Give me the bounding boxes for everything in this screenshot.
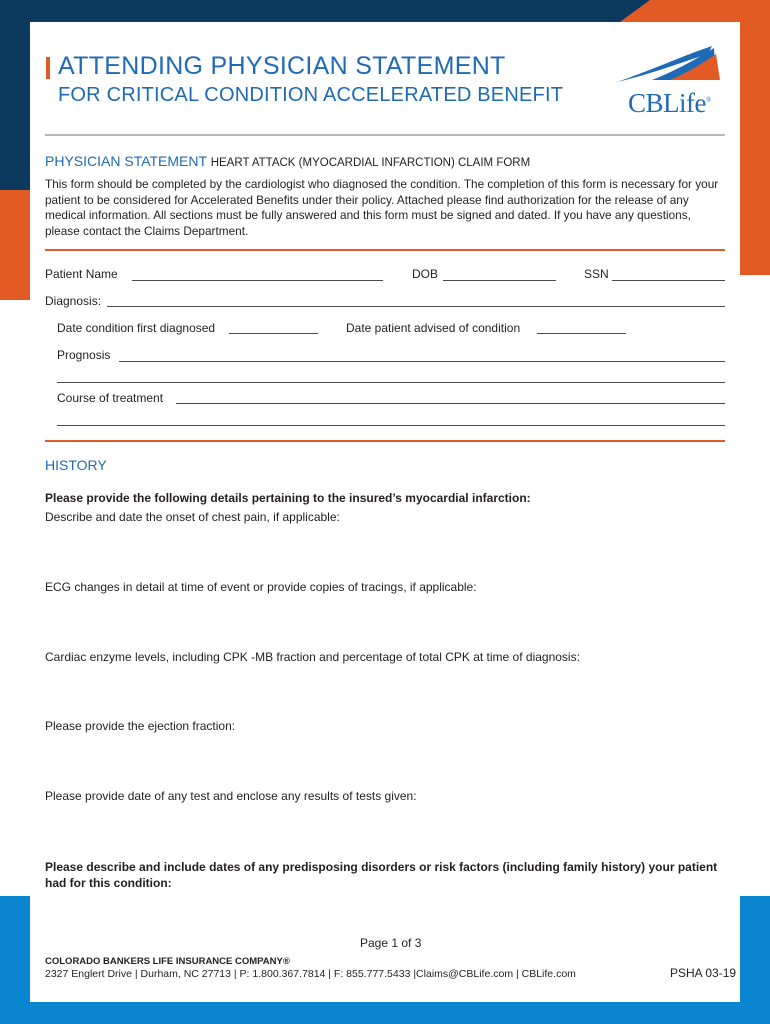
- question-ejection-fraction: Please provide the ejection fraction:: [45, 719, 236, 733]
- title-accent-bar: [46, 57, 50, 79]
- prognosis-label: Prognosis: [57, 348, 111, 362]
- course-of-treatment-field[interactable]: [176, 403, 725, 404]
- page-number: Page 1 of 3: [360, 936, 422, 950]
- history-divider: [45, 440, 725, 442]
- diagnosis-field[interactable]: [107, 306, 725, 307]
- date-first-diagnosed-label: Date condition first diagnosed: [57, 321, 216, 335]
- prognosis-field[interactable]: [119, 361, 725, 362]
- question-risk-factors: Please describe and include dates of any predisposing disorders or risk factors (including family history) your patient had for this condition:: [45, 860, 718, 890]
- history-heading: HISTORY: [45, 457, 107, 473]
- ssn-field[interactable]: [612, 280, 725, 281]
- side-band-navy: [0, 0, 30, 190]
- date-patient-advised-label: Date patient advised of condition: [346, 321, 521, 335]
- company-contact-info: 2327 Englert Drive | Durham, NC 27713 | P: 1.800.367.7814 | F: 855.777.5433 |Claims@CBLife.com | CBLife.com: [45, 968, 576, 980]
- question-cardiac-enzymes: Cardiac enzyme levels, including CPK -MB fraction and percentage of total CPK at time of diagnosis:: [45, 650, 580, 664]
- course-of-treatment-label: Course of treatment: [57, 391, 164, 405]
- logo-swoosh-icon: [612, 40, 727, 90]
- intro-paragraph: This form should be completed by the cardiologist who diagnosed the condition. The completion of this form is necessary for your patient to be considered for Accelerated Benefits under their policy. Attached please find authorization for the release of any medical information. All sections must be fully answered and this form must be signed and dated. If you have any questions, please contact the Claims Department.: [45, 177, 719, 238]
- diagnosis-label: Diagnosis:: [45, 294, 102, 308]
- section-divider: [45, 249, 725, 251]
- prognosis-field-line-2[interactable]: [57, 382, 725, 383]
- question-test-results: Please provide date of any test and enclose any results of tests given:: [45, 789, 417, 803]
- date-patient-advised-field[interactable]: [537, 333, 626, 334]
- page-subtitle: FOR CRITICAL CONDITION ACCELERATED BENEFIT: [58, 84, 564, 106]
- header-divider: [45, 134, 725, 136]
- patient-name-label: Patient Name: [45, 267, 118, 281]
- claim-form-subtitle: HEART ATTACK (MYOCARDIAL INFARCTION) CLAIM FORM: [210, 157, 531, 169]
- company-name: COLORADO BANKERS LIFE INSURANCE COMPANY®: [45, 956, 290, 967]
- ssn-label: SSN: [584, 267, 609, 281]
- history-instruction: Please provide the following details pertaining to the insured’s myocardial infarction:: [45, 491, 531, 505]
- question-chest-pain: Describe and date the onset of chest pain, if applicable:: [45, 510, 340, 524]
- side-band-orange: [0, 190, 30, 300]
- dob-label: DOB: [412, 267, 439, 281]
- patient-name-field[interactable]: [132, 280, 383, 281]
- registered-mark: ®: [706, 96, 711, 104]
- dob-field[interactable]: [443, 280, 556, 281]
- course-of-treatment-field-line-2[interactable]: [57, 425, 725, 426]
- physician-statement-heading: PHYSICIAN STATEMENT HEART ATTACK (MYOCARDIAL INFARCTION) CLAIM FORM: [45, 153, 531, 169]
- date-first-diagnosed-field[interactable]: [229, 333, 318, 334]
- question-ecg-changes: ECG changes in detail at time of event or provide copies of tracings, if applicable:: [45, 580, 477, 594]
- header-band-navy: [0, 0, 650, 22]
- logo-wordmark: CBLife®: [628, 88, 711, 118]
- page-title: ATTENDING PHYSICIAN STATEMENT: [58, 52, 506, 80]
- form-code: PSHA 03-19: [670, 966, 737, 980]
